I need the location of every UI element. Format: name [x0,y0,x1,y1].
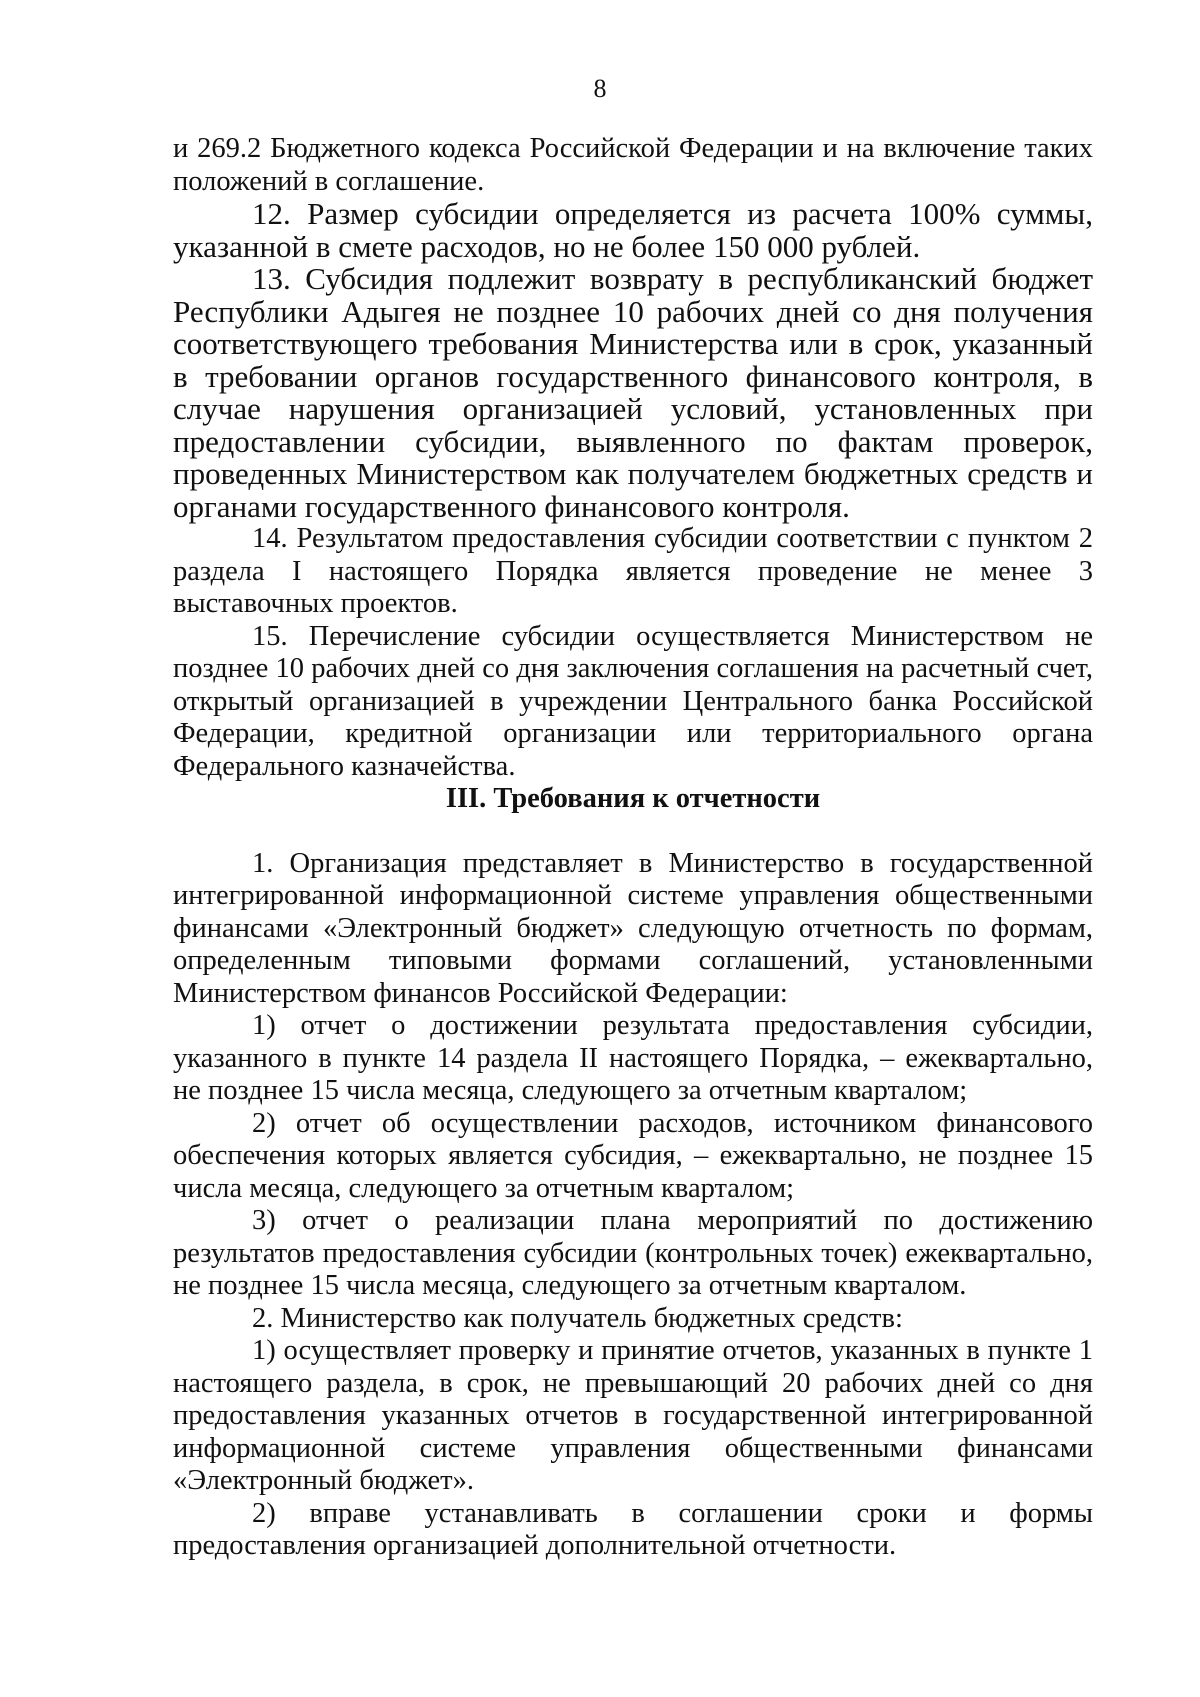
document-body [173,133,1093,1563]
section-heading: III. Требования к отчетности [445,783,821,814]
paragraph-item-13: 13. Субсидия подлежит возврату в республиканский бюджет Республики Адыгея не позднее 10 рабочих дней со дня получения соответствующего требования Министерства или в срок, указанный в требовании органов государственного финансового контроля, в случае нарушения организацией условий, установленных при предоставлении субсидии, выявленного по фактам проверок, проведенных Министерством как получателем бюджетных средств и органами государственного финансового контроля. [173,261,1093,524]
paragraph-item-14: 14. Результатом предоставления субсидии соответствии с пунктом 2 раздела I настоящего Порядка является проведение не менее 3 выставочных проектов. [173,523,1093,619]
paragraph-3-2-1: 1) осуществляет проверку и принятие отчетов, указанных в пункте 1 настоящего раздела, в срок, не превышающий 20 рабочих дней со дня предоставления указанных отчетов в государственной интегрированной информационной системе управления общественными финансами «Электронный бюджет». [173,1335,1093,1496]
paragraph-item-15: 15. Перечисление субсидии осуществляется Министерством не позднее 10 рабочих дней со дня заключения соглашения на расчетный счет, открытый организацией в учреждении Центрального банка Российской Федерации, кредитной организации или территориального органа Федерального казначейства. [173,620,1093,782]
paragraph-item-12: 12. Размер субсидии определяется из расчета 100% суммы, указанной в смете расходов, но не более 150 000 рублей. [173,196,1093,264]
paragraph-3-1: 1. Организация представляет в Министерство в государственной интегрированной информационной системе управления общественными финансами «Электронный бюджет» следующую отчетность по формам, определенным типовыми формами соглашений, установленными Министерством финансов Российской Федерации: [173,847,1093,1009]
paragraph-3-1-3: 3) отчет о реализации плана мероприятий по достижению результатов предоставления субсидии (контрольных точек) ежеквартально, не позднее 15 числа месяца, следующего за отчетным кварталом. [173,1205,1093,1301]
paragraph-continuation: и 269.2 Бюджетного кодекса Российской Федерации и на включение таких положений в соглашение. [173,133,1093,197]
paragraph-3-1-2: 2) отчет об осуществлении расходов, источником финансового обеспечения которых является субсидия, – ежеквартально, не позднее 15 числа месяца, следующего за отчетным кварталом; [173,1107,1093,1204]
paragraph-3-2-2: 2) вправе устанавливать в соглашении сроки и формы предоставления организацией дополнительной отчетности. [173,1497,1093,1561]
paragraph-3-1-1: 1) отчет о достижении результата предоставления субсидии, указанного в пункте 14 раздела II настоящего Порядка, – ежеквартально, не позднее 15 числа месяца, следующего за отчетным кварталом; [173,1010,1093,1106]
page-number: 8 [593,74,607,103]
paragraph-3-2: 2. Министерство как получатель бюджетных средств: [252,1302,903,1334]
